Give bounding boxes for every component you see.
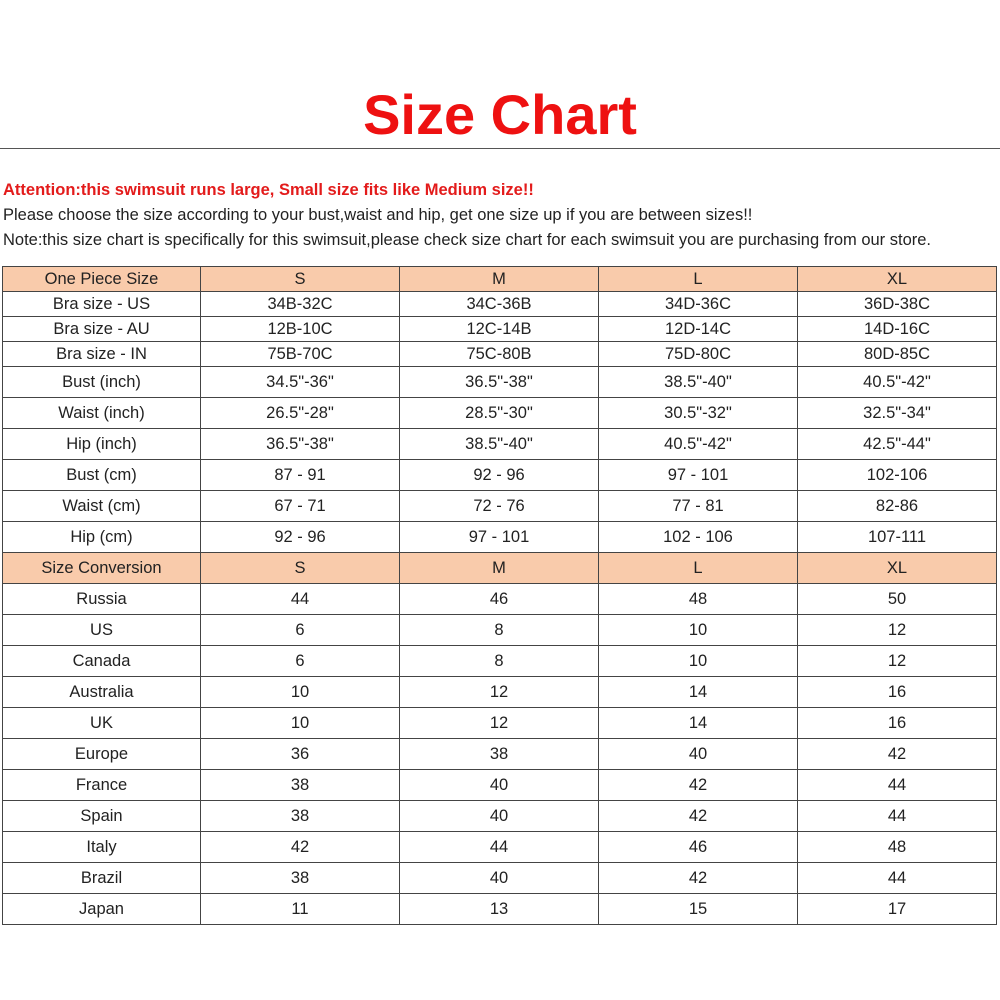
one-piece-header-row: [3, 267, 997, 292]
size-value-cell: 10: [201, 708, 400, 739]
size-value-cell: 75D-80C: [599, 342, 798, 367]
conversion-row: [3, 739, 997, 770]
size-value-cell: 36: [201, 739, 400, 770]
size-value-cell: 12B-10C: [201, 317, 400, 342]
title-divider: [0, 148, 1000, 149]
size-value-cell: 26.5"-28": [201, 398, 400, 429]
size-value-cell: 40: [400, 863, 599, 894]
size-value-cell: 8: [400, 615, 599, 646]
size-value-cell: 42: [599, 863, 798, 894]
choose-size-note: Please choose the size according to your bust,waist and hip, get one size up if you are between sizes!!: [3, 206, 753, 224]
size-value-cell: 34C-36B: [400, 292, 599, 317]
size-value-cell: 102 - 106: [599, 522, 798, 553]
size-value-cell: 34B-32C: [201, 292, 400, 317]
size-value-cell: 11: [201, 894, 400, 925]
size-value-cell: 87 - 91: [201, 460, 400, 491]
row-label-cell: Russia: [3, 584, 201, 615]
size-value-cell: 12: [798, 615, 997, 646]
size-value-cell: 34D-36C: [599, 292, 798, 317]
size-value-cell: 12: [798, 646, 997, 677]
size-value-cell: 16: [798, 677, 997, 708]
size-value-cell: 42: [798, 739, 997, 770]
size-value-cell: 13: [400, 894, 599, 925]
size-value-cell: 40: [400, 801, 599, 832]
row-label-cell: Australia: [3, 677, 201, 708]
size-value-cell: 15: [599, 894, 798, 925]
size-value-cell: 42: [201, 832, 400, 863]
conversion-header-row: [3, 553, 997, 584]
size-value-cell: 38: [201, 863, 400, 894]
size-value-cell: 40.5"-42": [599, 429, 798, 460]
conversion-row: [3, 863, 997, 894]
row-label-cell: Italy: [3, 832, 201, 863]
size-value-cell: 42: [599, 770, 798, 801]
size-value-cell: 72 - 76: [400, 491, 599, 522]
size-value-cell: 30.5"-32": [599, 398, 798, 429]
size-value-cell: 42: [599, 801, 798, 832]
conversion-row: [3, 584, 997, 615]
size-value-cell: XL: [798, 553, 997, 584]
size-value-cell: 44: [798, 863, 997, 894]
page-title: Size Chart: [363, 83, 637, 146]
conversion-row: [3, 646, 997, 677]
row-label-cell: Japan: [3, 894, 201, 925]
size-value-cell: 75B-70C: [201, 342, 400, 367]
one-piece-row: [3, 342, 997, 367]
row-label-cell: Spain: [3, 801, 201, 832]
one-piece-row: [3, 317, 997, 342]
size-value-cell: 17: [798, 894, 997, 925]
one-piece-row: [3, 460, 997, 491]
row-label-cell: US: [3, 615, 201, 646]
size-value-cell: 48: [599, 584, 798, 615]
row-label-cell: Waist (inch): [3, 398, 201, 429]
size-value-cell: 38.5"-40": [400, 429, 599, 460]
size-value-cell: 44: [798, 801, 997, 832]
size-value-cell: 14: [599, 708, 798, 739]
size-value-cell: S: [201, 553, 400, 584]
size-value-cell: 12: [400, 708, 599, 739]
row-label-cell: Waist (cm): [3, 491, 201, 522]
one-piece-row: [3, 367, 997, 398]
size-value-cell: 12: [400, 677, 599, 708]
conversion-row: [3, 615, 997, 646]
row-label-cell: Bra size - AU: [3, 317, 201, 342]
row-label-cell: Hip (cm): [3, 522, 201, 553]
size-value-cell: 38: [400, 739, 599, 770]
size-value-cell: 16: [798, 708, 997, 739]
one-piece-row: [3, 491, 997, 522]
size-value-cell: 97 - 101: [599, 460, 798, 491]
size-value-cell: 67 - 71: [201, 491, 400, 522]
conversion-row: [3, 708, 997, 739]
size-value-cell: 12D-14C: [599, 317, 798, 342]
row-label-cell: Bust (inch): [3, 367, 201, 398]
size-value-cell: 92 - 96: [201, 522, 400, 553]
conversion-row: [3, 770, 997, 801]
size-value-cell: 102-106: [798, 460, 997, 491]
size-value-cell: L: [599, 267, 798, 292]
size-table: [2, 266, 997, 925]
size-value-cell: 36.5"-38": [400, 367, 599, 398]
size-value-cell: XL: [798, 267, 997, 292]
size-value-cell: M: [400, 553, 599, 584]
size-value-cell: 6: [201, 615, 400, 646]
one-piece-row: [3, 398, 997, 429]
size-chart-note: Note:this size chart is specifically for this swimsuit,please check size chart for each swimsuit you are purchasing from our store.: [3, 231, 932, 249]
size-value-cell: 48: [798, 832, 997, 863]
row-label-cell: Bra size - IN: [3, 342, 201, 367]
one-piece-row: [3, 292, 997, 317]
row-label-cell: Europe: [3, 739, 201, 770]
size-table-body: [3, 267, 997, 925]
size-value-cell: 46: [400, 584, 599, 615]
row-label-cell: One Piece Size: [3, 267, 201, 292]
size-value-cell: 44: [798, 770, 997, 801]
size-value-cell: 46: [599, 832, 798, 863]
row-label-cell: Size Conversion: [3, 553, 201, 584]
one-piece-row: [3, 429, 997, 460]
size-value-cell: 77 - 81: [599, 491, 798, 522]
size-value-cell: 14: [599, 677, 798, 708]
size-value-cell: 10: [599, 615, 798, 646]
size-value-cell: 50: [798, 584, 997, 615]
conversion-row: [3, 832, 997, 863]
one-piece-row: [3, 522, 997, 553]
row-label-cell: Brazil: [3, 863, 201, 894]
size-value-cell: 97 - 101: [400, 522, 599, 553]
size-value-cell: 38.5"-40": [599, 367, 798, 398]
conversion-row: [3, 677, 997, 708]
row-label-cell: Bra size - US: [3, 292, 201, 317]
row-label-cell: Hip (inch): [3, 429, 201, 460]
size-value-cell: 36.5"-38": [201, 429, 400, 460]
size-value-cell: 12C-14B: [400, 317, 599, 342]
size-value-cell: 107-111: [798, 522, 997, 553]
size-value-cell: 10: [201, 677, 400, 708]
size-value-cell: 40: [599, 739, 798, 770]
size-value-cell: 8: [400, 646, 599, 677]
size-value-cell: 28.5"-30": [400, 398, 599, 429]
size-value-cell: L: [599, 553, 798, 584]
size-value-cell: 10: [599, 646, 798, 677]
size-value-cell: 38: [201, 801, 400, 832]
size-value-cell: 6: [201, 646, 400, 677]
size-value-cell: 42.5"-44": [798, 429, 997, 460]
attention-note: Attention:this swimsuit runs large, Small size fits like Medium size!!: [3, 181, 534, 199]
size-value-cell: 38: [201, 770, 400, 801]
size-value-cell: 82-86: [798, 491, 997, 522]
size-value-cell: 44: [201, 584, 400, 615]
row-label-cell: France: [3, 770, 201, 801]
size-value-cell: 80D-85C: [798, 342, 997, 367]
size-value-cell: 44: [400, 832, 599, 863]
conversion-row: [3, 894, 997, 925]
row-label-cell: Bust (cm): [3, 460, 201, 491]
size-value-cell: M: [400, 267, 599, 292]
size-value-cell: 75C-80B: [400, 342, 599, 367]
size-value-cell: 36D-38C: [798, 292, 997, 317]
size-value-cell: 92 - 96: [400, 460, 599, 491]
size-value-cell: 32.5"-34": [798, 398, 997, 429]
notes-block: [3, 178, 998, 253]
row-label-cell: UK: [3, 708, 201, 739]
conversion-row: [3, 801, 997, 832]
size-value-cell: 34.5"-36": [201, 367, 400, 398]
size-value-cell: S: [201, 267, 400, 292]
row-label-cell: Canada: [3, 646, 201, 677]
size-value-cell: 14D-16C: [798, 317, 997, 342]
size-value-cell: 40: [400, 770, 599, 801]
size-value-cell: 40.5"-42": [798, 367, 997, 398]
